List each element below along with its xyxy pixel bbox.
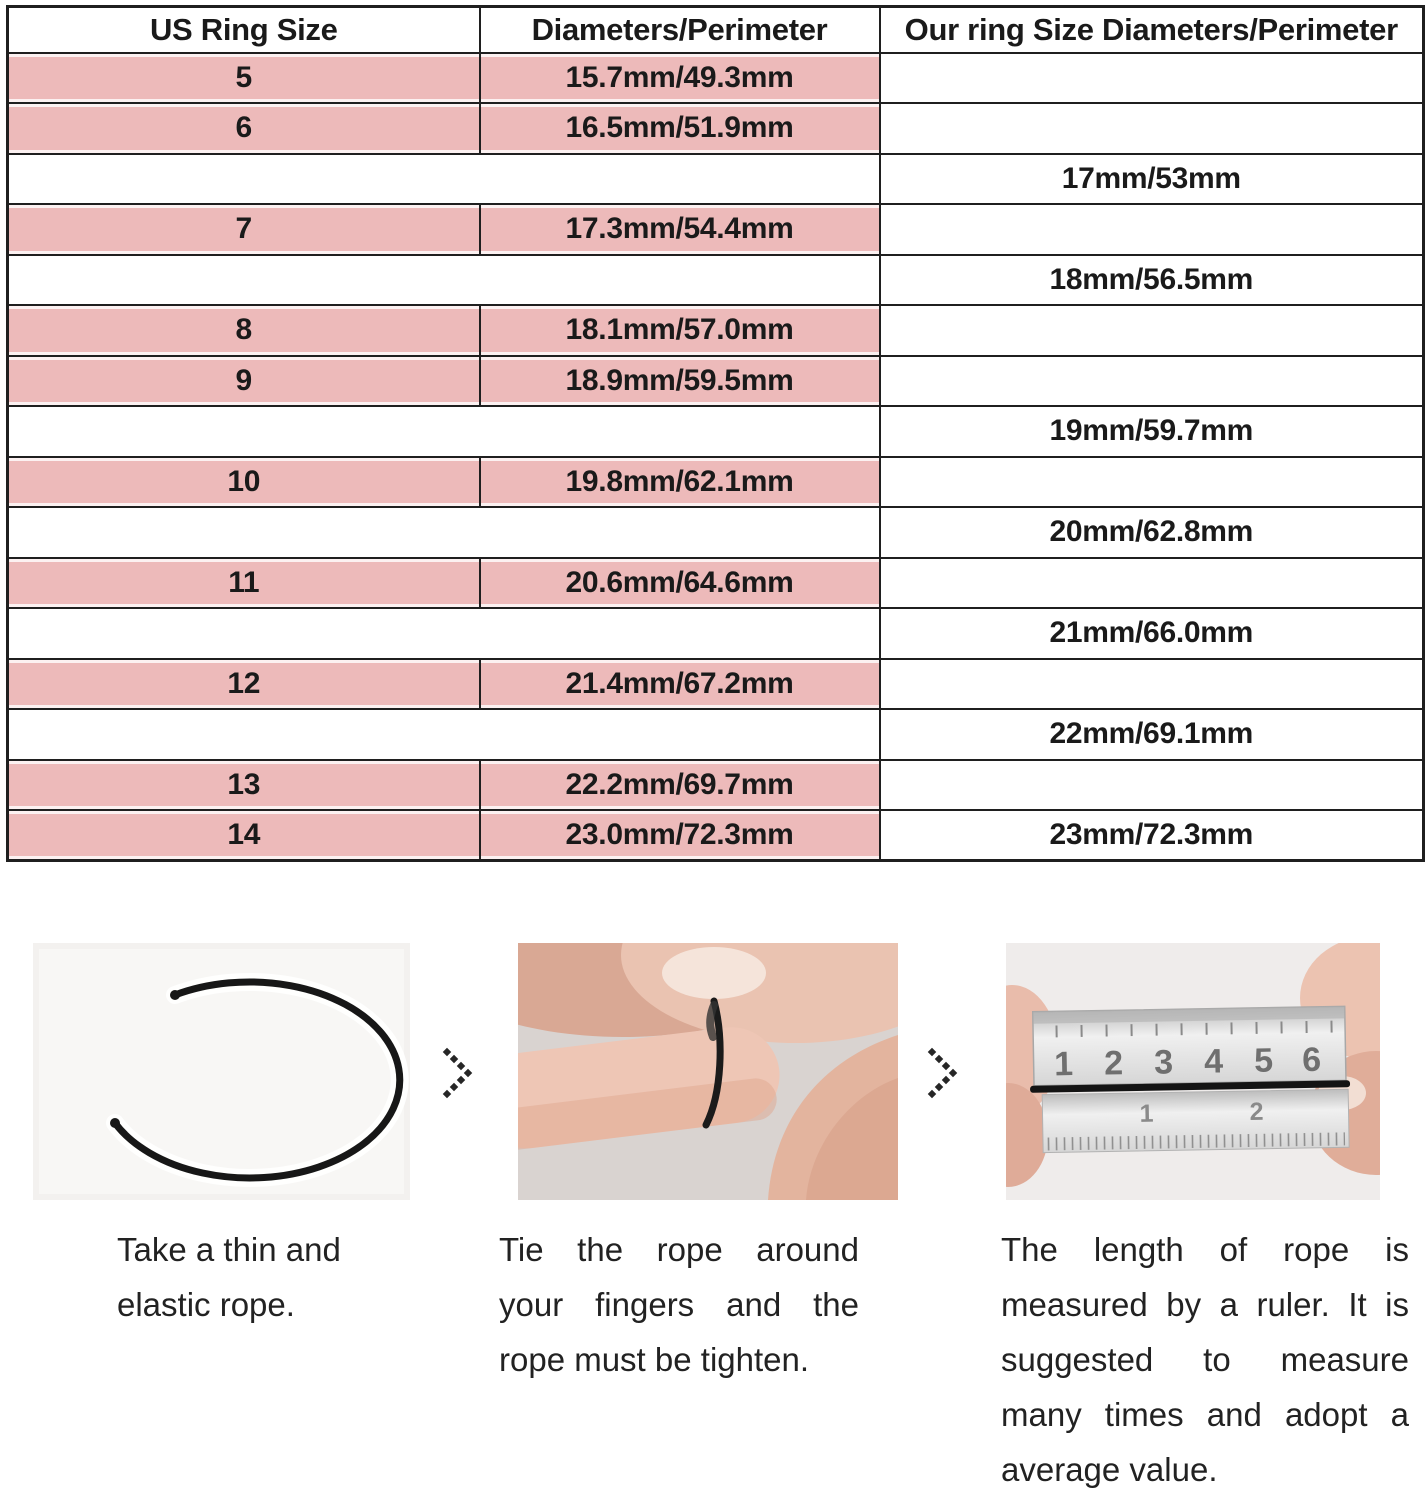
table-row bbox=[8, 154, 1424, 205]
our-size-cell: 22mm/69.1mm bbox=[880, 709, 1424, 760]
us-diameter-merged-cell bbox=[8, 507, 880, 558]
caption-line: measured by a ruler. It is bbox=[1001, 1286, 1409, 1323]
ruler-number: 4 bbox=[1203, 1042, 1224, 1081]
our-size-cell: 19mm/59.7mm bbox=[880, 406, 1424, 457]
caption-line: Tie the rope around bbox=[499, 1231, 859, 1268]
caption-line: The length of rope is bbox=[1001, 1231, 1409, 1268]
our-size-cell bbox=[880, 558, 1424, 609]
ruler-number: 3 bbox=[1153, 1043, 1174, 1082]
table-header-row bbox=[8, 7, 1424, 53]
caption-line: rope must be tighten. bbox=[499, 1341, 810, 1378]
our-size-cell: 18mm/56.5mm bbox=[880, 255, 1424, 306]
ruler-number: 2 bbox=[1103, 1044, 1124, 1083]
our-size-cell bbox=[880, 659, 1424, 710]
our-size-cell bbox=[880, 305, 1424, 356]
table-row bbox=[8, 558, 1424, 609]
our-size-cell bbox=[880, 457, 1424, 508]
us-size-cell: 13 bbox=[8, 760, 480, 811]
step-caption-rope bbox=[117, 1222, 402, 1332]
chevron-right-dotted-icon bbox=[441, 1047, 475, 1108]
diameter-cell: 18.1mm/57.0mm bbox=[480, 305, 880, 356]
diameter-cell: 18.9mm/59.5mm bbox=[480, 356, 880, 407]
table-row bbox=[8, 356, 1424, 407]
ruler-illustration bbox=[1006, 943, 1380, 1200]
table-row bbox=[8, 810, 1424, 861]
diameter-cell: 21.4mm/67.2mm bbox=[480, 659, 880, 710]
caption-line: suggested to measure bbox=[1001, 1341, 1409, 1378]
our-size-cell bbox=[880, 356, 1424, 407]
ruler-number: 1 bbox=[1053, 1045, 1074, 1084]
ruler-number: 6 bbox=[1301, 1040, 1322, 1080]
us-diameter-merged-cell bbox=[8, 154, 880, 205]
us-size-cell: 6 bbox=[8, 103, 480, 154]
us-size-cell: 12 bbox=[8, 659, 480, 710]
us-diameter-merged-cell bbox=[8, 255, 880, 306]
header-us-ring-size: US Ring Size bbox=[8, 7, 480, 53]
us-size-cell: 9 bbox=[8, 356, 480, 407]
header-our-ring-size: Our ring Size Diameters/Perimeter bbox=[880, 7, 1424, 53]
ruler-number: 5 bbox=[1253, 1041, 1274, 1080]
table-row bbox=[8, 406, 1424, 457]
ruler-number: 2 bbox=[1249, 1097, 1264, 1127]
our-size-cell: 20mm/62.8mm bbox=[880, 507, 1424, 558]
our-size-cell bbox=[880, 760, 1424, 811]
table-row bbox=[8, 507, 1424, 558]
us-diameter-merged-cell bbox=[8, 406, 880, 457]
table-row bbox=[8, 204, 1424, 255]
diameter-cell: 19.8mm/62.1mm bbox=[480, 457, 880, 508]
ruler-photo bbox=[1006, 943, 1380, 1200]
caption-line: elastic rope. bbox=[117, 1286, 295, 1323]
caption-line: many times and adopt a bbox=[1001, 1396, 1409, 1433]
our-size-cell bbox=[880, 53, 1424, 104]
table-row bbox=[8, 103, 1424, 154]
us-size-cell: 10 bbox=[8, 457, 480, 508]
our-size-cell: 17mm/53mm bbox=[880, 154, 1424, 205]
our-size-cell: 21mm/66.0mm bbox=[880, 608, 1424, 659]
diameter-cell: 20.6mm/64.6mm bbox=[480, 558, 880, 609]
rope-illustration bbox=[33, 943, 410, 1200]
table-row bbox=[8, 760, 1424, 811]
ruler-number: 1 bbox=[1139, 1099, 1154, 1128]
table-row bbox=[8, 457, 1424, 508]
our-size-cell bbox=[880, 103, 1424, 154]
table-row bbox=[8, 53, 1424, 104]
measuring-steps bbox=[0, 943, 1428, 1201]
table-row bbox=[8, 608, 1424, 659]
step-caption-measure bbox=[1001, 1222, 1409, 1497]
us-size-cell: 5 bbox=[8, 53, 480, 104]
caption-line: average value. bbox=[1001, 1451, 1218, 1488]
caption-line: your fingers and the bbox=[499, 1286, 859, 1323]
finger-illustration bbox=[518, 943, 898, 1200]
header-diameters-perimeter: Diameters/Perimeter bbox=[480, 7, 880, 53]
us-size-cell: 7 bbox=[8, 204, 480, 255]
table-row bbox=[8, 659, 1424, 710]
diameter-cell: 16.5mm/51.9mm bbox=[480, 103, 880, 154]
diameter-cell: 23.0mm/72.3mm bbox=[480, 810, 880, 861]
us-diameter-merged-cell bbox=[8, 608, 880, 659]
rope-photo bbox=[33, 943, 410, 1200]
our-size-cell: 23mm/72.3mm bbox=[880, 810, 1424, 861]
diameter-cell: 17.3mm/54.4mm bbox=[480, 204, 880, 255]
us-size-cell: 14 bbox=[8, 810, 480, 861]
finger-rope-photo bbox=[518, 943, 898, 1200]
chevron-right-dotted-icon bbox=[926, 1047, 960, 1108]
us-size-cell: 11 bbox=[8, 558, 480, 609]
caption-line: Take a thin and bbox=[117, 1231, 341, 1268]
table-row bbox=[8, 255, 1424, 306]
us-diameter-merged-cell bbox=[8, 709, 880, 760]
our-size-cell bbox=[880, 204, 1424, 255]
step-caption-tie bbox=[499, 1222, 859, 1387]
diameter-cell: 22.2mm/69.7mm bbox=[480, 760, 880, 811]
diameter-cell: 15.7mm/49.3mm bbox=[480, 53, 880, 104]
table-row bbox=[8, 709, 1424, 760]
us-size-cell: 8 bbox=[8, 305, 480, 356]
ring-size-table bbox=[6, 5, 1425, 862]
table-row bbox=[8, 305, 1424, 356]
